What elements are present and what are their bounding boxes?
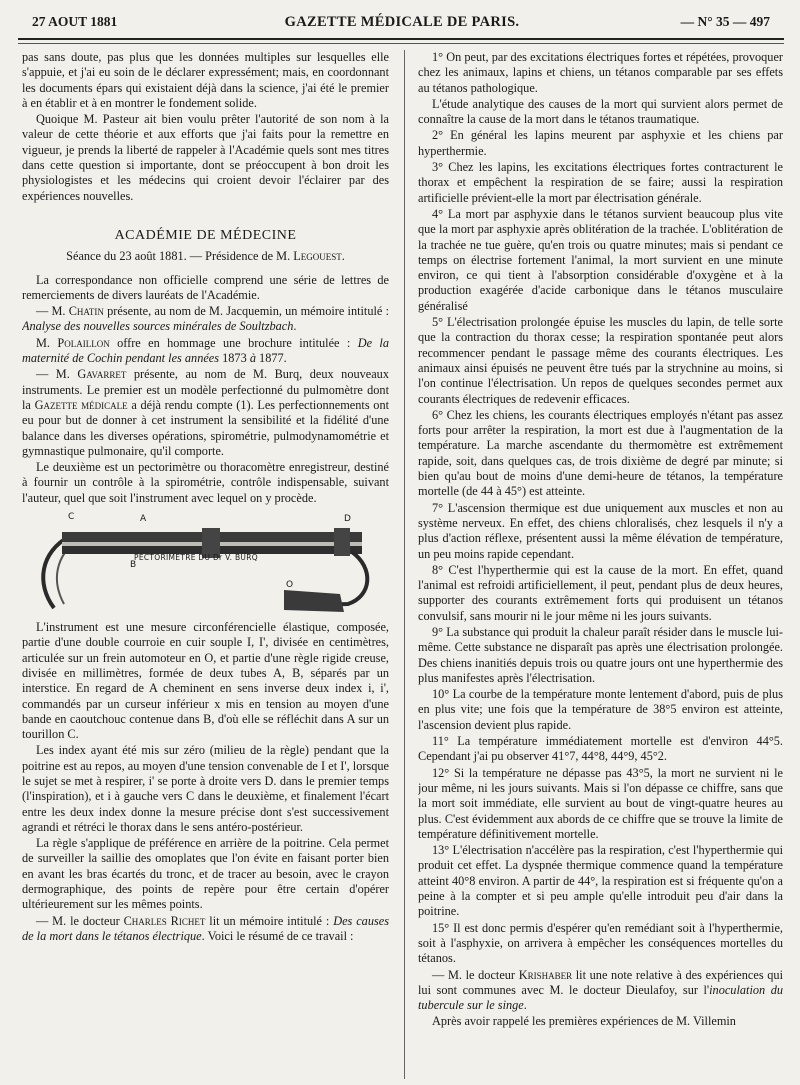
paragraph: 11° La température immédiatement mortelle est d'environ 44°5. Cependant j'ai pu observer 41°7, 44°8, 44°9, 45°2.	[418, 734, 783, 764]
left-column	[22, 50, 389, 1079]
pectorimeter-figure	[22, 512, 389, 612]
paragraph: 2° En général les lapins meurent par asphyxie et les chiens par hyperthermie.	[418, 128, 783, 158]
running-header	[22, 10, 782, 32]
paragraph: La correspondance non officielle comprend une série de lettres de remerciements de divers lauréats de l'Académie.	[22, 272, 389, 302]
paragraph: M. Polaillon offre en hommage une brochure intitulée : De la maternité de Cochin pendant les années 1873 à 1877.	[22, 335, 389, 366]
header-page-number: — N° 35 — 497	[680, 14, 770, 29]
section-title: ACADÉMIE DE MÉDECINE	[114, 227, 297, 243]
figure-label-a: A	[140, 514, 147, 525]
paragraph: Après avoir rappelé les premières expériences de M. Villemin	[432, 1014, 736, 1029]
paragraph: 1° On peut, par des excitations électriques fortes et répétées, provoquer chez les animaux, lapins et chiens, un tétanos comparable par ses effets au tétanos pathologique.	[418, 50, 783, 95]
paragraph: 10° La courbe de la température monte lentement d'abord, puis de plus en plus vite; une fois que la température de 38°5 environ est atteinte, l'ascension devient plus rapide.	[418, 687, 783, 732]
column-divider	[404, 50, 405, 1079]
paragraph: 9° La substance qui produit la chaleur paraît résider dans le muscle lui-même. Cette substance ne disparaît pas après une électrisation prolongée. Des chiens inanitiés depuis trois ou quatre jours ont une hyperthermie des plus manifestes après l'électrisation.	[418, 624, 783, 685]
paragraph: 7° L'ascension thermique est due uniquement aux muscles et non au système nerveux. En effet, des chiens chloralisés, chez lesquels il n'y a plus d'action réflexe, présentent aussi la même élévation de température, un peu moins rapide cependant.	[418, 500, 783, 561]
paragraph: 6° Chez les chiens, les courants électriques employés n'étant pas assez forts pour arrêter la respiration, la mort est due à l'augmentation de la température. La marche ascendante du thermomètre est extrêmement rapide, soit, dans quelques cas, de trois dixième de degré par minute; si bien qu'au bout de moins d'une demi-heure de tétanos, la température mortelle (de 44 à 45°) est atteinte.	[418, 407, 783, 499]
figure-label-b: B	[130, 560, 137, 571]
figure-label-o: O	[286, 580, 294, 591]
paragraph: L'étude analytique des causes de la mort qui survient alors permet de connaître la cause de la mort dans le tétanos traumatique.	[418, 96, 783, 127]
paragraph: 12° Si la température ne dépasse pas 43°5, la mort ne survient ni le jour même, ni les jours suivants. Mais si l'on dépasse ce chiffre, sans que la mort soit immédiate, elle survient au bout de vingt-quatre heures au plus. C'est évidemment aux abords de ce chiffre que se trouve la limite de température définitivement mortelle.	[418, 765, 783, 841]
paragraph: — M. le docteur Charles Richet lit un mémoire intitulé : Des causes de la mort dans le tétanos électrique. Voici le résumé de ce travail :	[22, 913, 389, 943]
paragraph: — M. le docteur Krishaber lit une note relative à des expériences qui lui sont communes avec M. le docteur Dieulafoy, sur l'inoculation du tubercule sur le singe.	[418, 967, 783, 1013]
paragraph: Quoique M. Pasteur ait bien voulu prêter l'autorité de son nom à la valeur de cette théorie et aux efforts que j'ai faits pour la remettre en vigueur, je prends la liberté de rappeler à l'Académie quels sont mes titres dans cette question si importante, dont se préoccupent à bon droit les physiologistes et les médecins qui croient devoir l'éclairer par des expériences nouvelles.	[22, 112, 389, 203]
paragraph: 13° L'électrisation n'accélère pas la respiration, c'est l'hyperthermie qui produit cet effet. La dyspnée thermique commence quand la température atteint 40°8 environ. A partir de 44°, la respiration est si fréquente qu'on a peine à la compter et si peu ample qu'elle introduit peu d'air dans la poitrine.	[418, 843, 783, 919]
paragraph: — M. Gavarret présente, au nom de M. Burq, deux nouveaux instruments. Le premier est un modèle perfectionné du pulmomètre dont la Gazette médicale a déjà rendu compte (1). Les perfectionnements ont eu pour but de donner à cet instrument la sensibilité et la fidélité d'une balance dans les diverses opérations, spirométrie, pulmodynamométrie et gymnastique pulmonaire, qu'il comporte.	[22, 367, 389, 458]
paragraph: pas sans doute, pas plus que les données multiples sur lesquelles elle s'appuie, et j'ai eu soin de le déclarer expressément; mais, en coordonnant les documents épars qui existaient déjà dans la science, j'ai été le premier à en établir et à en montrer le fondement solide.	[22, 50, 389, 110]
header-title: GAZETTE MÉDICALE DE PARIS.	[284, 14, 520, 30]
paragraph: Le deuxième est un pectorimètre ou thoracomètre enregistreur, destiné à fournir un contrôle à la spirométrie, contrôle indispensable, suivant l'auteur, quel que soit l'instrument avec lequel on y procède.	[22, 460, 389, 505]
figure-label-d: D	[344, 514, 351, 525]
seance-line: Séance du 23 août 1881. — Présidence de M. Legouest.	[66, 249, 345, 264]
paragraph: 4° La mort par asphyxie dans le tétanos survient beaucoup plus vite que la mort par asphyxie après oblitération de la trachée. L'oblitération de la trachée ne tue guère, qu'en trois ou quatre minutes; mais si pendant ce temps on électrise fortement l'animal, la mort survient en une minute environ, ce qui tient à l'absorption considérable d'oxygène et à la production exagérée d'acide carbonique dans le tétanos musculaire généralisé	[418, 206, 783, 313]
paragraph: La règle s'applique de préférence en arrière de la poitrine. Cela permet de surveiller la saillie des omoplates que l'on évite en faisant porter bien en avant les bras écartés du tronc, et de tracer au besoin, avec le crayon dermographique, des points de repère pour être certain d'opérer ultérieurement sur les mêmes points.	[22, 836, 389, 912]
paragraph: L'instrument est une mesure circonférencielle élastique, composée, partie d'une double courroie en cuir souple I, I', divisée en centimètres, articulée sur un frein automoteur en O, et partie d'une règle rigide creuse, divisée en millimètres, formée de deux tubes A, B, séparés par un interstice. En regard de A cheminent en sens inverse deux index i, i', commandés par un curseur inférieur x mis en tension au moyen d'une bande en caoutchouc contenue dans B, d'où elle se réfléchit dans A sur un tourillon C.	[22, 620, 389, 742]
paragraph: 15° Il est donc permis d'espérer qu'en remédiant soit à l'hyperthermie, soit à l'asphyxie, on arrivera à empêcher les conséquences mortelles du tétanos.	[418, 920, 783, 966]
header-rule-thin	[18, 43, 784, 44]
paragraph: 3° Chez les lapins, les excitations électriques fortes contracturent le thorax et empêchent la respiration de se faire; aussi la respiration artificielle prévient-elle la mort par électrisation générale.	[418, 160, 783, 205]
paragraph: 5° L'électrisation prolongée épuise les muscles du lapin, de telle sorte que la contraction du thorax cesse; la respiration spontanée peut alors recommencer pendant le passage même des courants électriques. Les animaux ainsi épuisés ne peuvent être tués par la strychnine au moins, si l'on continue l'électrisation. Un repos de quelques secondes permet aux courants électriques de redevenir efficaces.	[418, 315, 783, 406]
right-column	[418, 50, 783, 1079]
figure-label-c: C	[68, 512, 75, 523]
paragraph: Les index ayant été mis sur zéro (milieu de la règle) pendant que la poitrine est au repos, au moyen d'une tension convenable de I et I', lorsque le sujet se met à respirer, i' se porte à droite vers D. dans le premier temps (l'inspiration), et i à gauche vers C dans le deuxième, et finalement l'écart entre les deux index donne la mesure précise dont s'est successivement agrandi et rétréci le thorax dans le sens antéro-postérieur.	[22, 743, 389, 834]
header-date: 27 AOUT 1881	[32, 14, 118, 29]
figure-caption: PECTORIMETRE DU Dr V. BURQ	[134, 553, 258, 563]
paragraph: 8° C'est l'hyperthermie qui est la cause de la mort. En effet, quand l'animal est refroidi artificiellement, il peut, pendant plus de deux heures, supporter des courants extrêmement forts qui produisent un tétanos convulsif, sans mourir ni le jour même ni les jours suivants.	[418, 562, 783, 623]
paragraph: — M. Chatin présente, au nom de M. Jacquemin, un mémoire intitulé : Analyse des nouvelles sources minérales de Soultzbach.	[22, 304, 389, 334]
header-rule	[18, 38, 784, 40]
